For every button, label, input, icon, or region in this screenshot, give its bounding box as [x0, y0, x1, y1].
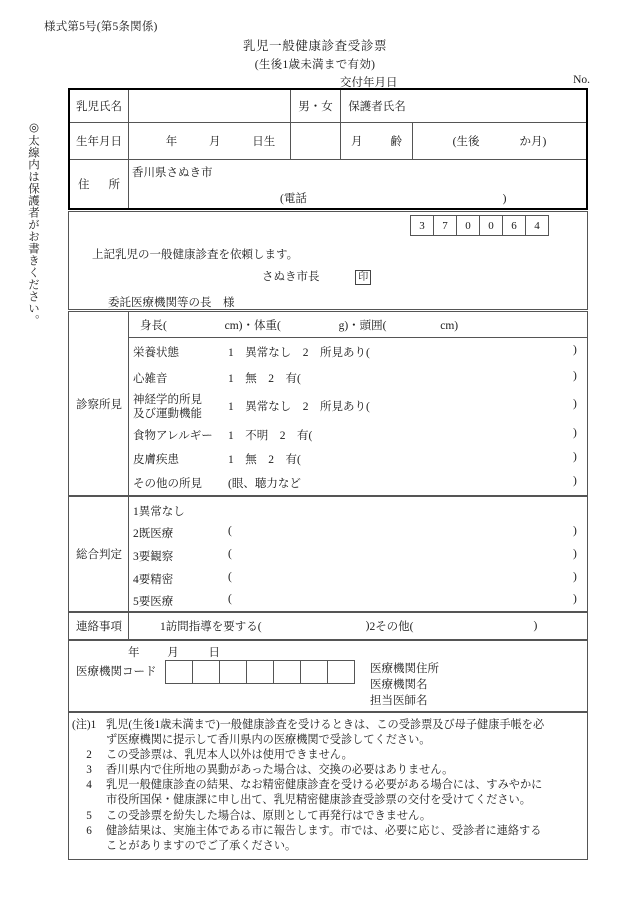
- head-unit-label: cm): [440, 320, 459, 332]
- judgment-option-3[interactable]: 3要観察: [133, 551, 174, 563]
- finding-close-other: ): [573, 475, 577, 487]
- age-months-label: [341, 123, 412, 159]
- finding-label-food-allergy: 食物アレルギー: [133, 430, 213, 442]
- code-digit: 0: [479, 215, 503, 236]
- addressee-line: 委託医療機関等の長 様: [108, 297, 235, 309]
- infant-name-label: 乳児氏名: [76, 101, 122, 113]
- mayor-signature-line: [262, 268, 371, 285]
- phone-suffix: ): [502, 193, 507, 205]
- height-label: 身長(: [140, 320, 167, 332]
- note-marker: 2: [86, 749, 92, 762]
- note-item: [72, 809, 588, 824]
- finding-close-heart-murmur: ): [573, 370, 577, 382]
- contact-option-1: 1訪問指導を要する(: [160, 621, 262, 633]
- institution-code-digit-1[interactable]: [165, 660, 193, 684]
- judgment-option-2[interactable]: 2既医療: [133, 528, 174, 540]
- judgment-option-4[interactable]: 4要精密: [133, 574, 174, 586]
- note-item: [72, 763, 588, 778]
- judgment-open-3: (: [228, 548, 232, 560]
- judgment-section-label: 総合判定: [76, 549, 122, 561]
- birthdate-year-unit: 年: [165, 136, 178, 148]
- note-line: この受診票を紛失した場合は、原則として再発行はできません。: [106, 809, 432, 822]
- institution-code-digit-4[interactable]: [246, 660, 274, 684]
- mayor-label: さぬき市長: [262, 271, 320, 283]
- guardian-row-divider-2: [70, 159, 586, 160]
- measurement-row[interactable]: [140, 317, 458, 333]
- birthdate-input[interactable]: [129, 123, 312, 159]
- finding-label-other: その他の所見: [133, 478, 202, 490]
- exam-date-day-unit: 日: [208, 647, 220, 659]
- exam-date-line[interactable]: [128, 644, 220, 660]
- code-digit: 7: [433, 215, 457, 236]
- judgment-close-4: ): [573, 571, 577, 583]
- note-line: ず医療機関に提示して香川県内の医療機関で受診してください。: [106, 734, 431, 747]
- note-body: [106, 824, 588, 854]
- finding-options-nutrition[interactable]: 1 異常なし 2 所見あり(: [228, 347, 370, 359]
- judgment-option-5[interactable]: 5要医療: [133, 596, 174, 608]
- institution-address-label: 医療機関住所: [370, 663, 439, 675]
- note-line: 乳児一般健康診査の結果、なお精密健康診査を受ける必要がある場合には、すみやかに: [106, 779, 543, 792]
- page-title: 乳児一般健康診査受診票: [242, 39, 388, 53]
- note-marker: 4: [86, 779, 92, 792]
- finding-options-heart-murmur[interactable]: 1 無 2 有(: [228, 373, 301, 385]
- page-subtitle: (生後1歳未満まで有効): [254, 59, 376, 71]
- institution-name-label: 医療機関名: [370, 679, 428, 691]
- exam-measure-divider: [129, 337, 587, 338]
- height-unit-weight-label: cm)・体重(: [224, 320, 281, 332]
- note-body: [106, 763, 588, 778]
- finding-label-neuro-line2: 及び運動機能: [133, 408, 202, 420]
- finding-close-food-allergy: ): [573, 427, 577, 439]
- note-item: [72, 778, 588, 808]
- finding-label-neuro-line1: 神経学的所見: [133, 394, 202, 406]
- code-digit: 4: [525, 215, 549, 236]
- address-label: 住 所: [78, 179, 120, 191]
- contact-section-label: 連絡事項: [76, 621, 122, 633]
- exam-section-col-divider: [128, 312, 129, 495]
- note-line: 健診結果は、実施主体である市に報告します。市では、必要に応じ、受診者に連絡する: [106, 824, 542, 837]
- note-marker: (注)1: [72, 719, 97, 731]
- note-body: [106, 809, 588, 824]
- phone-input[interactable]: [280, 190, 580, 206]
- contact-section-col-divider: [128, 613, 129, 639]
- judgment-open-4: (: [228, 571, 232, 583]
- notes-list: [72, 718, 588, 854]
- age-months-label-char1: 月: [351, 136, 363, 148]
- finding-close-skin-disease: ): [573, 451, 577, 463]
- finding-options-skin-disease[interactable]: 1 無 2 有(: [228, 454, 301, 466]
- age-months-prefix: (生後: [452, 136, 480, 148]
- phone-prefix: (電話: [280, 193, 307, 205]
- exam-date-year-unit: 年: [128, 647, 140, 659]
- note-line: 乳児(生後1歳未満まで)一般健康診査を受けるときは、この受診票及び母子健康手帳を必: [106, 719, 545, 731]
- exam-date-month-unit: 月: [167, 647, 179, 659]
- code-digit: 0: [456, 215, 480, 236]
- infant-name-input[interactable]: [129, 90, 290, 122]
- judgment-close-5: ): [573, 593, 577, 605]
- address-input[interactable]: 香川県さぬき市: [132, 167, 213, 179]
- institution-code-digit-6[interactable]: [300, 660, 328, 684]
- judgment-close-2: ): [573, 525, 577, 537]
- sex-selector[interactable]: 男・女: [298, 101, 333, 113]
- code-digit: 6: [502, 215, 526, 236]
- seal-stamp-icon: 印: [355, 270, 371, 285]
- finding-options-food-allergy[interactable]: 1 不明 2 有(: [228, 430, 313, 442]
- finding-label-nutrition: 栄養状態: [133, 347, 179, 359]
- note-marker: 3: [86, 764, 92, 777]
- municipality-code-boxes: [410, 215, 549, 236]
- judgment-section-col-divider: [128, 497, 129, 611]
- contact-options[interactable]: [160, 613, 537, 639]
- finding-close-nutrition: ): [573, 344, 577, 356]
- institution-code-boxes[interactable]: [165, 660, 355, 684]
- contact-option-2-close: ): [533, 620, 538, 632]
- judgment-close-3: ): [573, 548, 577, 560]
- institution-code-digit-7[interactable]: [327, 660, 355, 684]
- age-months-suffix: か月): [519, 136, 547, 148]
- form-number: 様式第5号(第5条関係): [44, 21, 158, 33]
- guardian-name-input[interactable]: [413, 90, 586, 122]
- birthdate-month-unit: 月: [209, 136, 221, 148]
- note-line: 市役所国保・健康課に申し出て、乳児精密健康診査受診票の交付を受けてください。: [106, 794, 531, 807]
- judgment-option-1[interactable]: 1異常なし: [133, 506, 185, 518]
- note-item: [72, 718, 588, 748]
- age-months-input[interactable]: [413, 123, 586, 159]
- contact-option-1-close: ): [365, 620, 370, 632]
- birthdate-day-unit: 日生: [252, 136, 276, 148]
- weight-unit-head-label: g)・頭囲(: [338, 320, 387, 332]
- finding-options-neuro[interactable]: 1 異常なし 2 所見あり(: [228, 401, 370, 413]
- code-digit: 3: [410, 215, 434, 236]
- institution-code-label: 医療機関コード: [76, 666, 157, 678]
- institution-code-digit-2[interactable]: [192, 660, 220, 684]
- institution-code-digit-5[interactable]: [273, 660, 301, 684]
- note-body: [106, 748, 588, 763]
- finding-label-skin-disease: 皮膚疾患: [133, 454, 179, 466]
- guardian-instruction-note: ◎太線内は保護者がお書きください。: [27, 120, 39, 327]
- finding-options-other[interactable]: (眼、聴力など: [228, 478, 301, 490]
- judgment-open-2: (: [228, 525, 232, 537]
- judgment-open-5: (: [228, 593, 232, 605]
- note-marker: 5: [86, 809, 92, 822]
- request-text: 上記乳児の一般健康診査を依頼します。: [92, 249, 299, 261]
- doctor-name-label: 担当医師名: [370, 695, 428, 707]
- contact-option-2: 2その他(: [369, 621, 414, 633]
- note-body: [106, 718, 588, 748]
- note-line: 香川県内で住所地の異動があった場合は、交換の必要はありません。: [106, 764, 454, 777]
- issue-date-label: 交付年月日: [340, 77, 398, 89]
- exam-section-label: 診察所見: [76, 398, 122, 411]
- note-line: ことがありますのでご了承ください。: [106, 839, 297, 852]
- finding-close-neuro: ): [573, 398, 577, 410]
- serial-no-label: No.: [573, 74, 590, 86]
- birthdate-label: 生年月日: [76, 136, 122, 148]
- note-marker: 6: [86, 824, 92, 837]
- finding-label-heart-murmur: 心雑音: [133, 373, 168, 385]
- institution-code-digit-3[interactable]: [219, 660, 247, 684]
- note-item: [72, 824, 588, 854]
- age-months-label-char2: 齢: [390, 136, 402, 148]
- note-body: [106, 778, 588, 808]
- note-item: [72, 748, 588, 763]
- guardian-name-label: 保護者氏名: [348, 101, 406, 113]
- note-line: この受診票は、乳児本人以外は使用できません。: [106, 749, 353, 762]
